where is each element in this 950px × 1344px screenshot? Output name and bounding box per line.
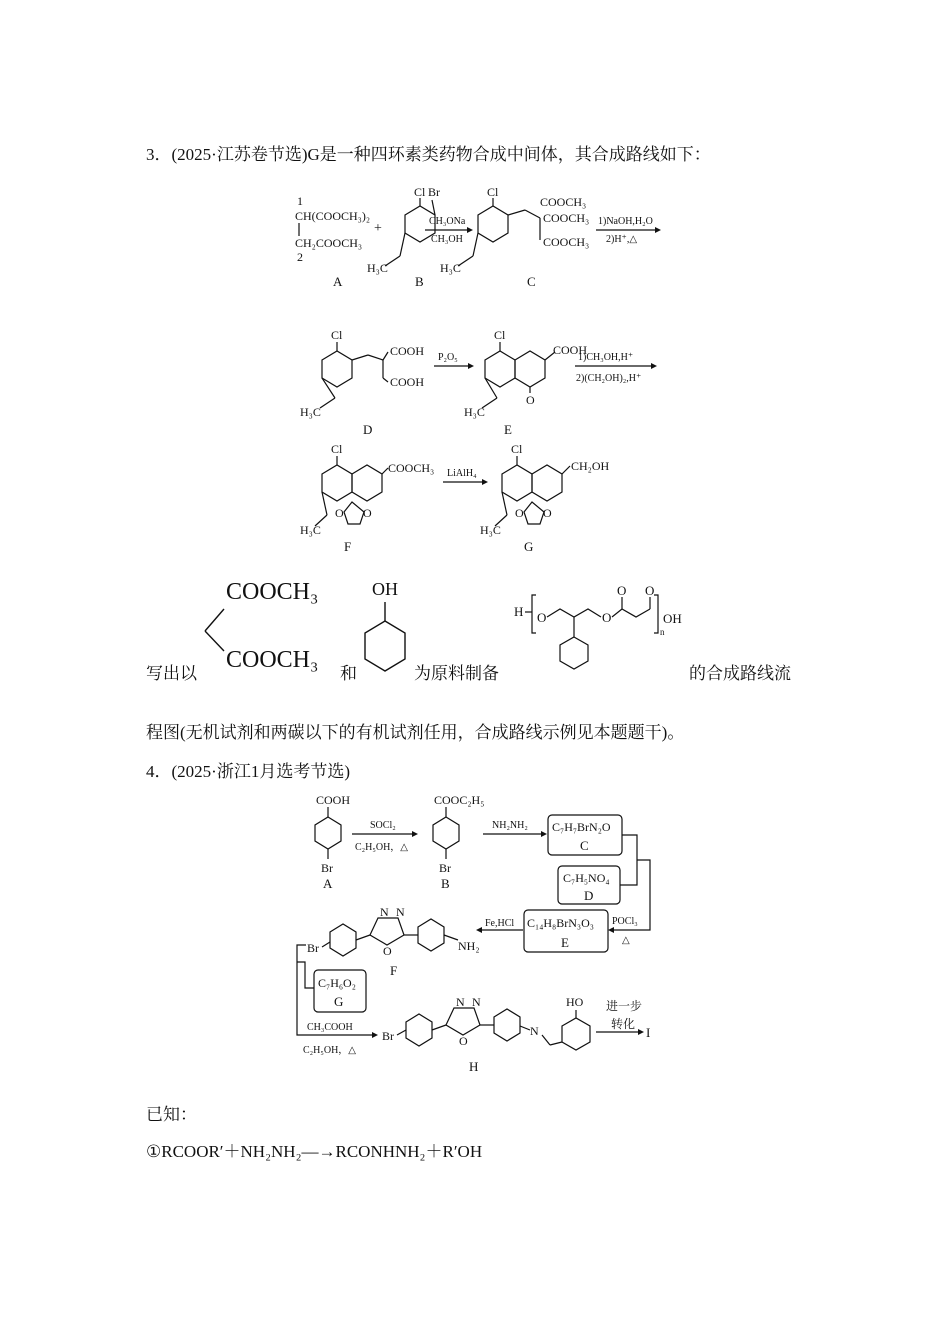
q4-H-n2: N xyxy=(472,995,481,1009)
reactant1-top: COOCH₃ xyxy=(226,579,319,605)
q4-compound-E xyxy=(524,910,608,952)
compound-A-label: A xyxy=(333,274,343,289)
q4-B-br: Br xyxy=(439,861,451,875)
target-polymer xyxy=(514,583,682,669)
q4-reagent-AB-bottom: C₂H₅OH，△ xyxy=(355,842,408,853)
q4-compound-D xyxy=(558,866,620,904)
reagent-AB-top: CH₃ONa xyxy=(429,216,466,227)
compound-E xyxy=(464,328,587,437)
q4-F-label: F xyxy=(390,963,398,978)
q4-reagent-BC: NH₂NH₂ xyxy=(492,820,528,831)
compound-A-line1: CH(COOCH₃)₂ xyxy=(295,209,371,223)
q3-task-prefix: 写出以 xyxy=(146,664,197,683)
q4-H-br: Br xyxy=(382,1029,394,1043)
q4-reagent-FH-top: CH₃COOH xyxy=(307,1022,353,1033)
q3-task-suffix: 的合成路线流 xyxy=(689,664,791,683)
q4-H-o: O xyxy=(459,1034,468,1048)
q4-E-formula: C₁₄H₈BrN₃O₃ xyxy=(527,916,594,930)
q4-known-title: 已知： xyxy=(146,1105,197,1124)
q3-task-middle: 为原料制备 xyxy=(414,664,499,683)
compound-A-num1: 1 xyxy=(297,194,303,208)
q4-reagent-HI-top: 进一步 xyxy=(606,999,643,1013)
compound-E-o: O xyxy=(526,393,535,407)
compound-F-h3c: H₃C xyxy=(300,523,321,537)
reactant-dimethyl-malonate xyxy=(205,579,318,673)
q4-arrow-B-to-C xyxy=(483,820,547,837)
arrow-AB-to-C xyxy=(425,216,473,245)
compound-B-h3c: H₃C xyxy=(367,261,388,275)
compound-E-h3c: H₃C xyxy=(464,405,485,419)
q4-reagent-CE-bottom: △ xyxy=(622,935,630,946)
q4-H-label: H xyxy=(469,1059,479,1074)
q4-D-formula: C₇H₅NO₄ xyxy=(563,871,610,885)
reactant1-bottom: COOCH₃ xyxy=(226,647,319,673)
reactant2-oh: OH xyxy=(372,579,398,599)
reagent-EF-bottom: 2)(CH₂OH)₂,H⁺ xyxy=(576,373,642,384)
q4-synthesis-scheme xyxy=(0,790,950,1090)
q4-C-label: C xyxy=(580,838,589,853)
reagent-CD-top: 1)NaOH,H₂O xyxy=(598,216,653,227)
polymer-oh: OH xyxy=(663,611,682,626)
compound-G-o1: O xyxy=(515,506,524,520)
compound-F-o1: O xyxy=(335,506,344,520)
q4-arrow-E-to-F xyxy=(476,918,523,933)
arrow-D-to-E xyxy=(434,352,474,369)
compound-D-h3c: H₃C xyxy=(300,405,321,419)
q4-G-label: G xyxy=(334,994,344,1009)
compound-D xyxy=(300,328,424,437)
q4-reagent-CE xyxy=(612,916,638,946)
arrow-E-to-F xyxy=(575,352,657,384)
q4-C-formula: C₇H₇BrN₂O xyxy=(552,820,611,834)
q4-H-n3: N xyxy=(530,1024,539,1038)
compound-F-label: F xyxy=(344,539,352,554)
reagent-AB-bottom: CH₃OH xyxy=(431,234,463,245)
compound-D-g1: COOH xyxy=(390,344,425,358)
compound-G-g1: CH₂OH xyxy=(571,459,610,473)
q4-reagent-EF: Fe,HCl xyxy=(485,918,515,929)
q4-A-br: Br xyxy=(321,861,333,875)
compound-G xyxy=(480,442,610,554)
compound-F-o2: O xyxy=(363,506,372,520)
compound-C-cl: Cl xyxy=(487,185,499,199)
q4-B-label: B xyxy=(441,876,450,891)
polymer-o3: O xyxy=(617,583,627,598)
q4-compound-B xyxy=(433,793,484,891)
compound-B xyxy=(367,185,440,289)
q4-compound-G xyxy=(314,970,366,1012)
q3-task-and: 和 xyxy=(340,664,357,683)
q4-compound-C xyxy=(548,815,622,855)
q4-A-top: COOH xyxy=(316,793,351,807)
q4-I: I xyxy=(646,1025,651,1040)
compound-E-g1: COOH xyxy=(553,343,588,357)
q4-H-n1: N xyxy=(456,995,465,1009)
q4-compound-H xyxy=(382,995,590,1074)
compound-E-cl: Cl xyxy=(494,328,506,342)
q3-synthesis-scheme xyxy=(0,0,950,560)
q4-A-label: A xyxy=(323,876,333,891)
compound-F xyxy=(300,442,434,554)
q4-reagent-CE-top: POCl₃ xyxy=(612,916,638,927)
compound-C-h3c: H₃C xyxy=(440,261,461,275)
compound-F-cl: Cl xyxy=(331,442,343,456)
reagent-DE: P₂O₅ xyxy=(438,352,458,363)
q4-stem: 4．(2025·浙江1月选考节选) xyxy=(146,762,350,781)
q4-reagent-FH xyxy=(303,1022,356,1056)
compound-E-label: E xyxy=(504,422,512,437)
q4-F-br: Br xyxy=(307,941,319,955)
q4-known-1: ①RCOOR′＋NH₂NH₂―→RCONHNH₂＋R′OH xyxy=(146,1142,483,1161)
polymer-h: H xyxy=(514,604,524,619)
compound-C-g2: COOCH₃ xyxy=(543,211,590,225)
compound-C-label: C xyxy=(527,274,536,289)
plus-sign: + xyxy=(374,221,382,236)
q3-stem: 3．(2025·江苏卷节选)G是一种四环素类药物合成中间体，其合成路线如下： xyxy=(146,145,711,164)
q4-B-top: COOC₂H₅ xyxy=(434,793,485,807)
reagent-CD-bottom: 2)H⁺,△ xyxy=(606,234,638,245)
q4-F-nh2: NH₂ xyxy=(458,939,480,953)
q4-H-ho: HO xyxy=(566,995,584,1009)
compound-B-cl: Cl xyxy=(414,185,426,199)
compound-G-o2: O xyxy=(543,506,552,520)
compound-C-g3: COOCH₃ xyxy=(543,235,590,249)
compound-D-cl: Cl xyxy=(331,328,343,342)
compound-A xyxy=(295,194,370,289)
compound-D-label: D xyxy=(363,422,373,437)
q4-reagent-HI-bottom: 转化 xyxy=(611,1017,636,1031)
compound-C-g1: COOCH₃ xyxy=(540,195,587,209)
compound-G-h3c: H₃C xyxy=(480,523,501,537)
arrow-C-to-D xyxy=(596,216,661,245)
reagent-EF-top: 1)CH₃OH,H⁺ xyxy=(578,352,634,363)
q4-compound-F xyxy=(307,905,480,978)
compound-G-label: G xyxy=(524,539,534,554)
q3-task-line2: 程图(无机试剂和两碳以下的有机试剂任用，合成路线示例见本题题干)。 xyxy=(146,723,685,742)
q4-compound-A xyxy=(315,793,350,891)
q4-E-label: E xyxy=(561,935,569,950)
q4-G-formula: C₇H₆O₂ xyxy=(318,976,356,990)
q4-D-label: D xyxy=(584,888,594,903)
compound-F-g1: COOCH₃ xyxy=(388,461,435,475)
q4-reagent-FH-bottom: C₂H₅OH，△ xyxy=(303,1045,356,1056)
q4-F-n1: N xyxy=(380,905,389,919)
q4-arrow-H-to-I xyxy=(596,998,650,1040)
compound-B-label: B xyxy=(415,274,424,289)
compound-B-br: Br xyxy=(428,185,440,199)
arrow-F-to-G xyxy=(443,468,488,485)
compound-A-num2: 2 xyxy=(297,250,303,264)
q4-reagent-AB-top: SOCl₂ xyxy=(370,820,396,831)
polymer-o2: O xyxy=(602,610,612,625)
q4-arrow-A-to-B xyxy=(352,820,418,853)
compound-D-g2: COOH xyxy=(390,375,425,389)
polymer-o1: O xyxy=(537,610,547,625)
compound-G-cl: Cl xyxy=(511,442,523,456)
q4-F-o: O xyxy=(383,944,392,958)
polymer-n: n xyxy=(660,627,665,637)
q4-F-n2: N xyxy=(396,905,405,919)
reactant-cyclohexanol xyxy=(365,579,405,671)
compound-A-line2: CH₂COOCH₃ xyxy=(295,236,363,250)
polymer-o4: O xyxy=(645,583,655,598)
reagent-FG: LiAlH₄ xyxy=(447,468,477,479)
